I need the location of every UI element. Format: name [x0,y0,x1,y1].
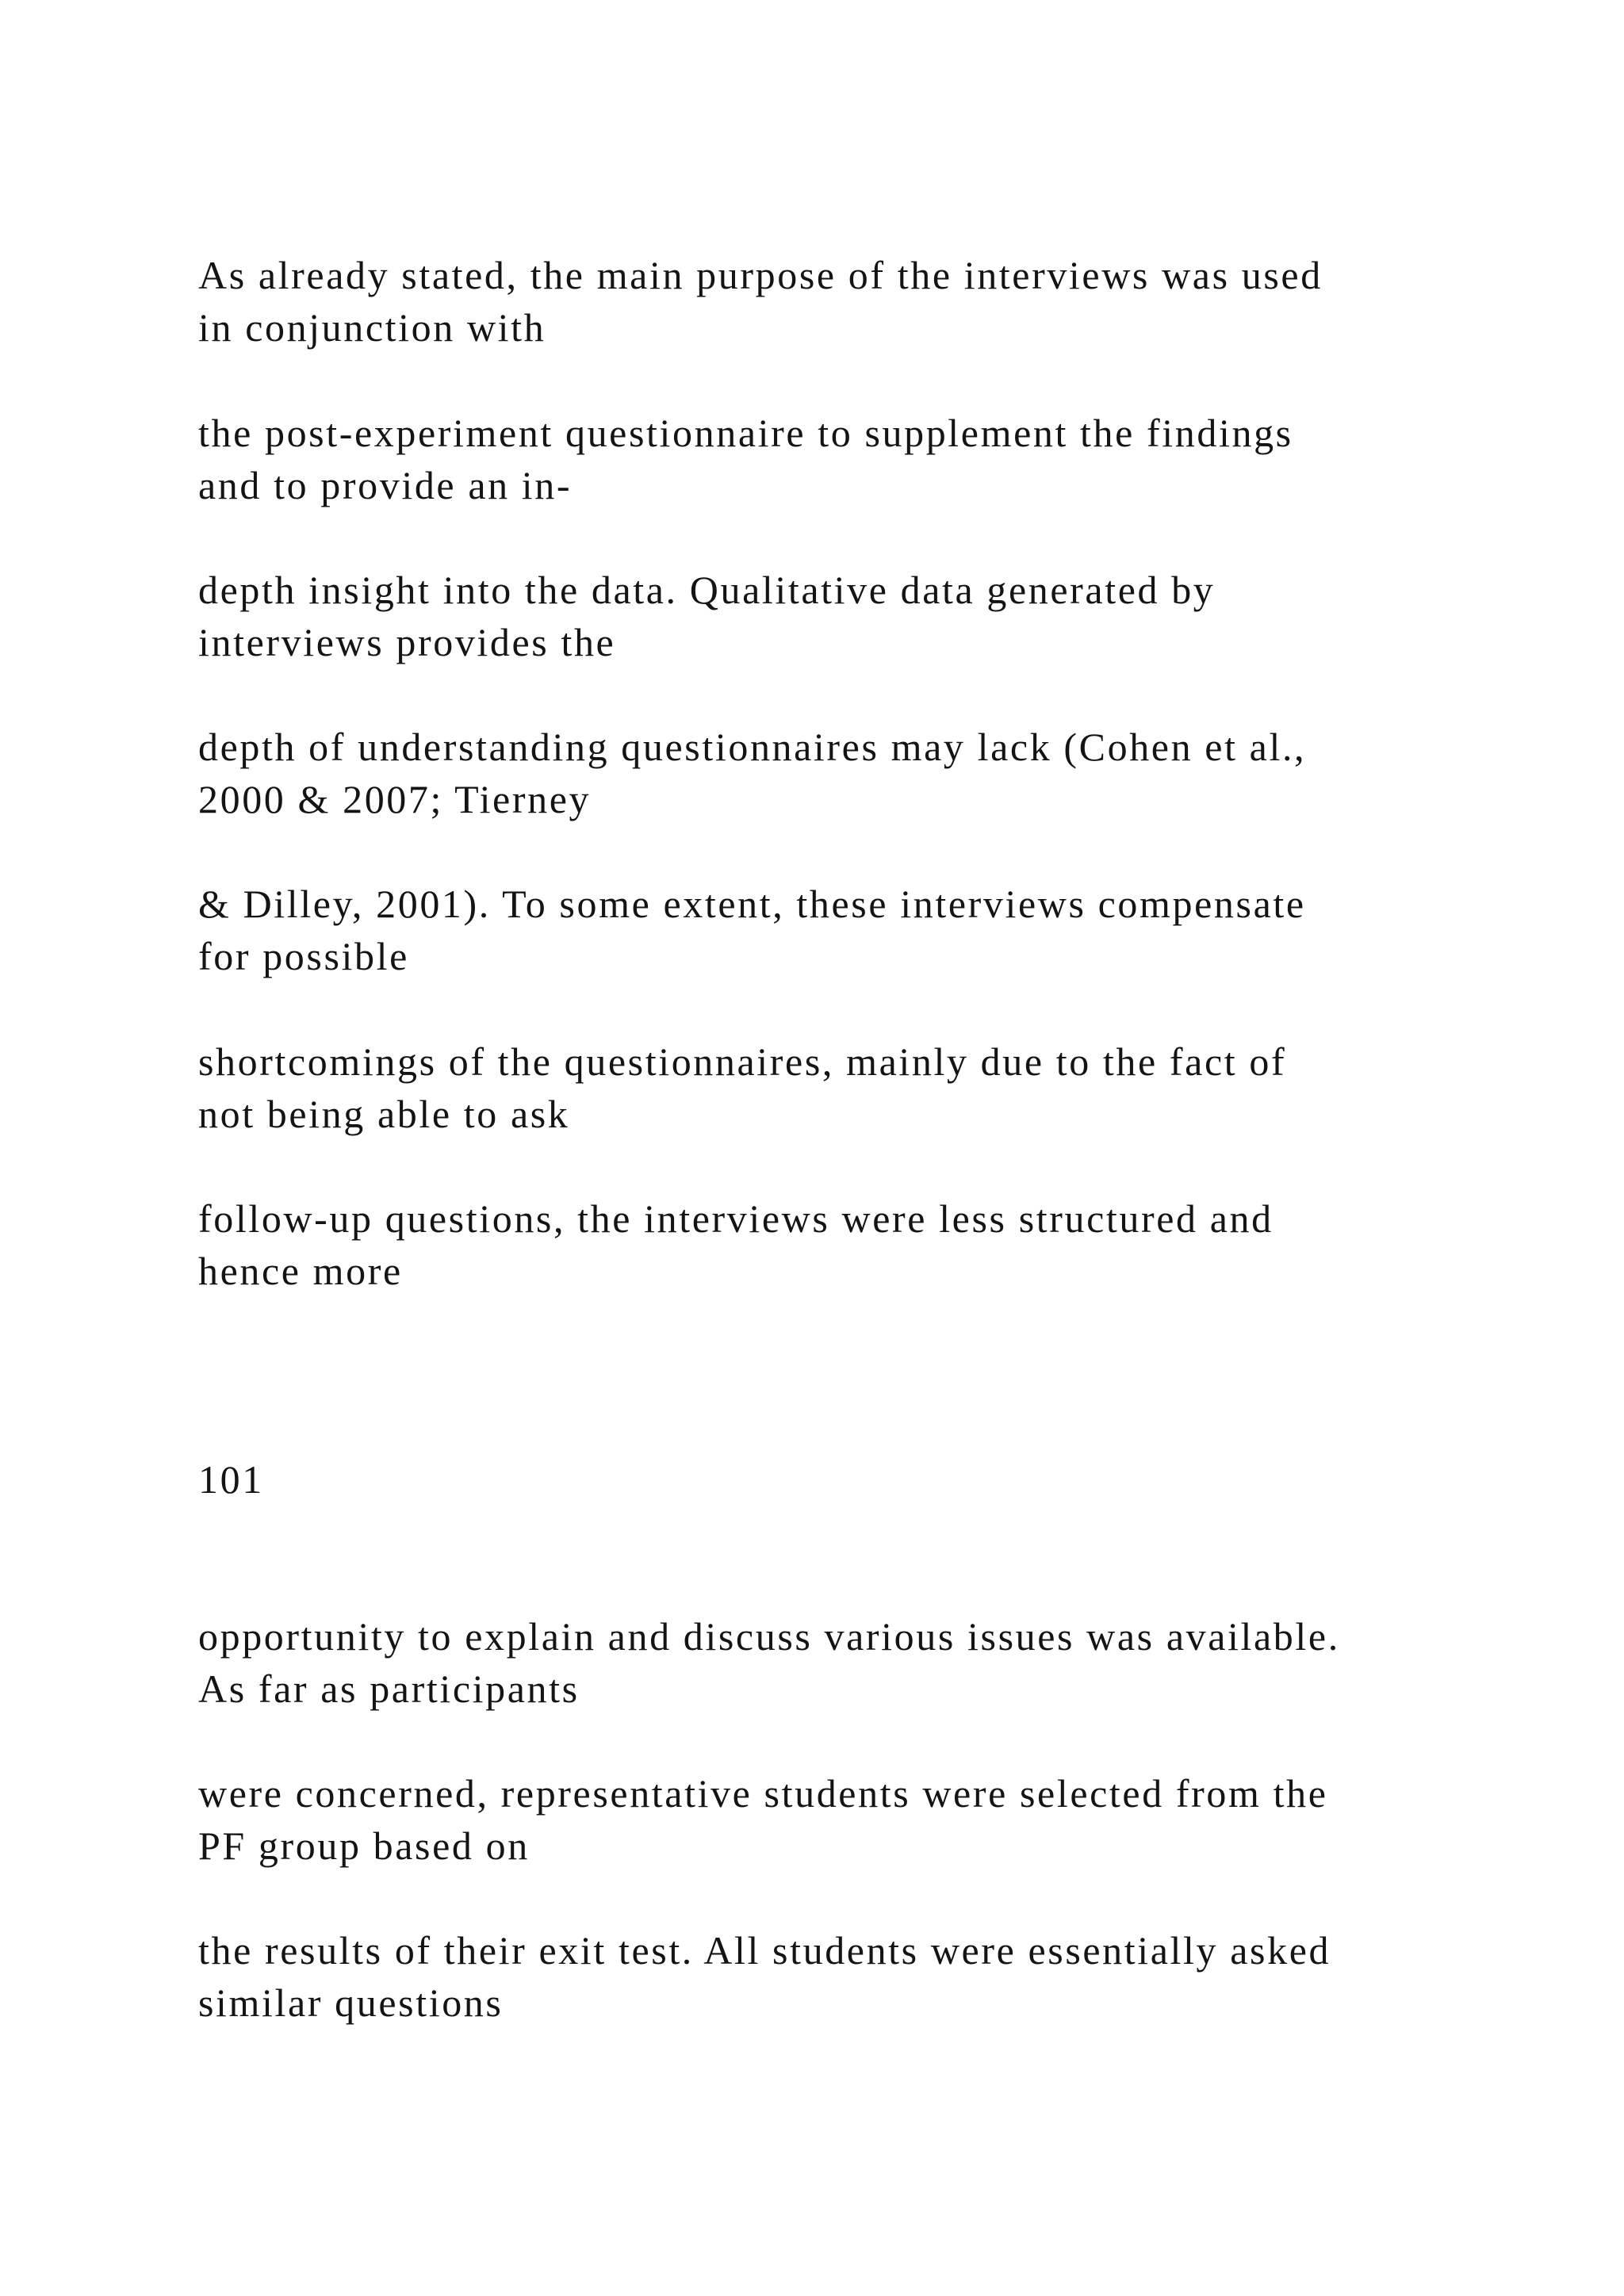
page-number: 101 [198,1457,264,1502]
text-line: similar questions [198,1980,504,2025]
text-line: were concerned, representative students were selected from the [198,1771,1328,1816]
text-line: PF group based on [198,1823,530,1868]
text-line: As already stated, the main purpose of the interviews was used [198,253,1323,297]
text-line: and to provide an in- [198,463,573,507]
text-line: depth insight into the data. Qualitative data generated by [198,568,1216,612]
text-line: & Dilley, 2001). To some extent, these interviews compensate [198,882,1306,926]
text-line: hence more [198,1249,403,1293]
text-line: the post-experiment questionnaire to supplement the findings [198,411,1293,455]
text-line: for possible [198,934,409,978]
text-line: shortcomings of the questionnaires, mainly due to the fact of [198,1039,1287,1084]
text-line: As far as participants [198,1667,580,1711]
text-line: the results of their exit test. All students were essentially asked [198,1928,1331,1973]
text-line: follow-up questions, the interviews were less structured and [198,1196,1274,1241]
text-line: depth of understanding questionnaires may lack (Cohen et al., [198,725,1307,769]
text-line: in conjunction with [198,305,546,350]
text-line: 2000 & 2007; Tierney [198,777,592,821]
text-line: interviews provides the [198,620,616,664]
text-line: opportunity to explain and discuss various issues was available. [198,1614,1340,1659]
text-line: not being able to ask [198,1092,570,1136]
